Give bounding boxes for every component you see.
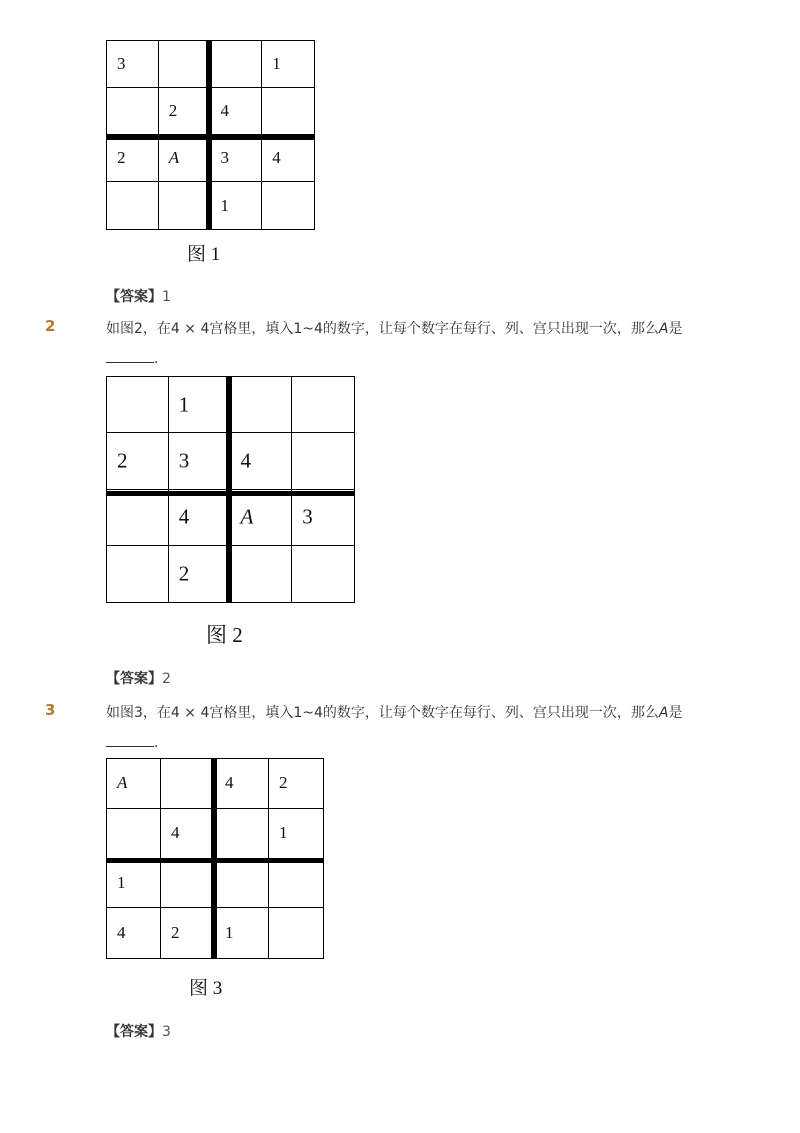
grid-cell [107, 809, 161, 859]
grid-cell [292, 546, 354, 602]
grid-cell [231, 546, 293, 602]
answer-blank [106, 350, 158, 367]
question-number: 3 [45, 701, 56, 719]
cell-value: 3 [302, 504, 313, 529]
question-text [106, 702, 682, 722]
cell-value: 1 [117, 872, 126, 892]
cell-value: 3 [117, 54, 126, 73]
grid-cell [169, 490, 231, 546]
cell-value: 2 [171, 923, 180, 943]
cell-value: 1 [220, 195, 229, 215]
cell-value: 1 [272, 54, 281, 73]
cell-value: 4 [240, 448, 251, 473]
grid-cell [107, 41, 159, 88]
cell-value: 2 [117, 148, 126, 167]
blank-end: . [154, 351, 159, 367]
blank-end: . [154, 735, 159, 751]
cell-value: 1 [279, 823, 288, 843]
figure-caption: 图 3 [189, 978, 223, 999]
grid-cell [107, 377, 169, 433]
cell-value: 2 [178, 561, 190, 586]
grid-cell [231, 433, 293, 489]
grid-cell [262, 88, 314, 135]
question-text-part: 是 [668, 321, 683, 337]
cell-value: 2 [117, 448, 128, 473]
cell-value: 4 [225, 773, 234, 793]
grid-cell [161, 859, 215, 909]
cell-value: 1 [225, 923, 234, 943]
cell-value: 2 [279, 773, 288, 793]
cell-value: 2 [168, 101, 178, 120]
figure-caption: 图 2 [206, 623, 243, 647]
grid-cell [211, 41, 263, 88]
answer-label: 【答案】 [106, 289, 162, 305]
grid-cell [107, 759, 161, 809]
grid-cell [107, 859, 161, 909]
cell-value: 1 [178, 392, 190, 417]
answer-value: 3 [162, 1024, 171, 1040]
question-text-part: 如图3，在4 × 4宫格里，填入1~4的数字，让每个数字在每行、列、宫只出现一次，那么 [106, 705, 659, 721]
cell-value: 4 [117, 923, 126, 943]
question-text [106, 318, 682, 338]
grid-cell [169, 377, 231, 433]
box-divider-horizontal [106, 491, 355, 496]
question-number: 2 [45, 317, 56, 335]
grid-cell [262, 135, 314, 182]
cell-value: A [168, 148, 180, 167]
grid-cell [215, 759, 269, 809]
grid-cell [262, 182, 314, 229]
box-divider-horizontal [106, 858, 324, 863]
grid-cell [215, 809, 269, 859]
blank-line [106, 350, 154, 363]
answer-label: 【答案】 [106, 671, 162, 687]
question-text-part: 如图2，在4 × 4宫格里，填入1~4的数字，让每个数字在每行、列、宫只出现一次，那么 [106, 321, 659, 337]
grid-cell [231, 377, 293, 433]
figure-caption: 图 1 [187, 244, 221, 265]
grid-cell [269, 908, 323, 958]
question-variable: A [658, 321, 669, 337]
answer-2 [106, 668, 171, 688]
grid-cell [159, 182, 211, 229]
grid-cell [107, 135, 159, 182]
answer-value: 1 [162, 289, 171, 305]
cell-value: 3 [220, 148, 229, 167]
box-divider-horizontal [106, 135, 315, 140]
grid-cell [211, 88, 263, 135]
question-text-part: 是 [668, 705, 683, 721]
grid-cell [269, 859, 323, 909]
grid-cell [269, 759, 323, 809]
cell-value: A [240, 504, 254, 529]
cell-value: A [117, 773, 128, 793]
grid-cell [169, 546, 231, 602]
grid-cell [292, 433, 354, 489]
grid-cell [107, 490, 169, 546]
grid-cell [161, 908, 215, 958]
grid-cell [159, 41, 211, 88]
grid-cell [107, 546, 169, 602]
grid-cell [215, 908, 269, 958]
grid-cell [159, 88, 211, 135]
answer-value: 2 [162, 671, 171, 687]
grid-cell [211, 135, 263, 182]
grid-cell [161, 759, 215, 809]
answer-blank [106, 734, 158, 751]
answer-3 [106, 1021, 171, 1041]
grid-cell [292, 377, 354, 433]
cell-value: 4 [171, 823, 180, 843]
answer-1 [106, 286, 171, 306]
box-divider-vertical [226, 376, 232, 603]
grid-cell [269, 809, 323, 859]
grid-cell [262, 41, 314, 88]
blank-line [106, 734, 154, 747]
grid-cell [107, 908, 161, 958]
grid-cell [161, 809, 215, 859]
grid-cell [169, 433, 231, 489]
grid-cell [107, 182, 159, 229]
cell-value: 4 [272, 148, 281, 167]
grid-cell [107, 88, 159, 135]
cell-value: 3 [178, 448, 190, 473]
grid-cell [292, 490, 354, 546]
question-variable: A [658, 705, 669, 721]
grid-cell [231, 490, 293, 546]
grid-cell [107, 433, 169, 489]
answer-label: 【答案】 [106, 1024, 162, 1040]
cell-value: 4 [220, 101, 229, 120]
grid-cell [159, 135, 211, 182]
cell-value: 4 [178, 504, 190, 529]
grid-cell [215, 859, 269, 909]
grid-cell [211, 182, 263, 229]
